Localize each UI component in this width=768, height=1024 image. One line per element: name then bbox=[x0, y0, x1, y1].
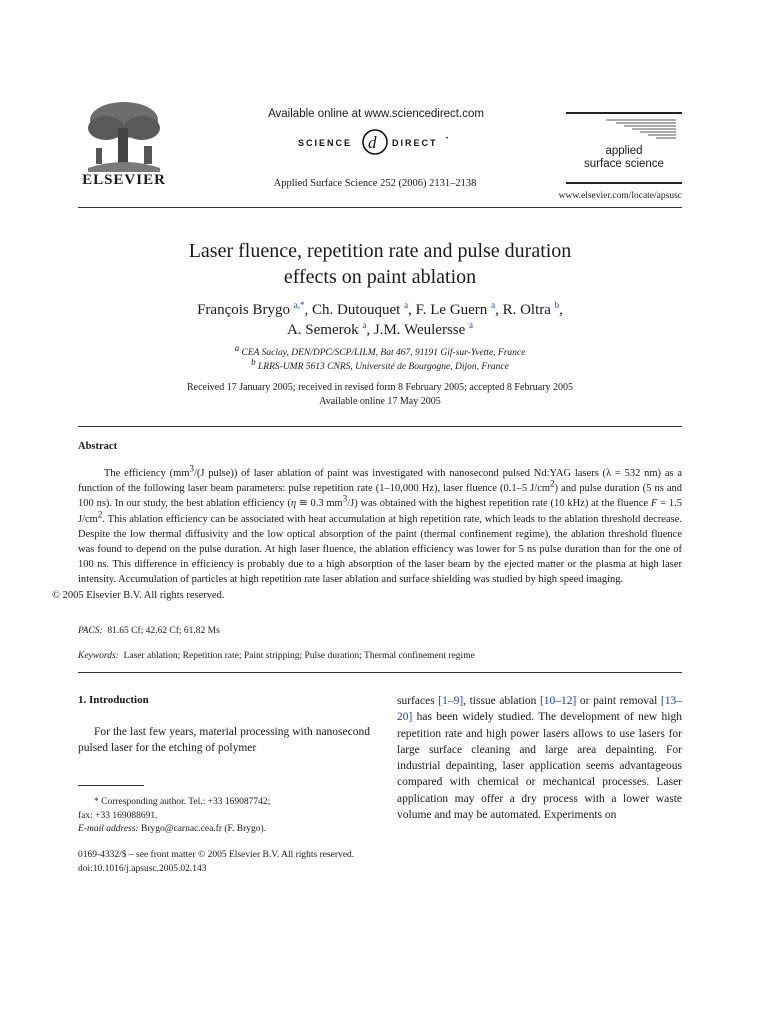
abstract-heading: Abstract bbox=[78, 441, 118, 452]
affiliations bbox=[78, 342, 682, 374]
journal-cover-pattern bbox=[566, 114, 682, 144]
introduction-left-column: For the last few years, material processing with nanosecond pulsed laser for the etching of polymer bbox=[78, 726, 370, 755]
page-footer bbox=[78, 849, 418, 876]
author-affiliation-link[interactable]: a bbox=[404, 300, 409, 310]
affiliation-b bbox=[78, 356, 682, 374]
affiliation-text: CEA Saclay, DEN/DPC/SCP/LILM, Bat 467, 91191 Gif-sur-Yvette, France bbox=[241, 348, 526, 358]
affiliation-mark: b bbox=[251, 356, 256, 367]
journal-title-line1: applied bbox=[605, 145, 643, 157]
body-text: or paint removal bbox=[576, 695, 661, 707]
journal-title bbox=[566, 145, 682, 171]
author-separator: , bbox=[408, 302, 416, 318]
svg-text:d: d bbox=[368, 133, 377, 152]
affiliation-a bbox=[78, 342, 682, 360]
citation-link[interactable]: [10–12] bbox=[539, 695, 577, 707]
author-affiliation-link[interactable]: a bbox=[469, 320, 474, 330]
issn-line: 0169-4332/$ – see front matter © 2005 Elsevier B.V. All rights reserved. bbox=[78, 850, 355, 860]
abstract-text: The efficiency ($mm^3/(J$ pulse)) of laser ablation of paint was investigated with nanosecond pulsed Nd:YAG lasers (λ = 532 nm) as a function of the following laser beam parameters: pulse repetition rate (1–10,000 Hz), laser fluence (0.1–5 $J/cm^2$) and pulse duration (5 ns and 100 ns). In our study, the best ablation efficiency (η ≅ 0.3 $mm^3/J$) was obtained with the highest repetition rate (10 kHz) at the fluence F = 1.5 $J/cm^2$. This ablation efficiency can be associated with heat accumulation at high repetition rate, which leads to the ablation threshold decrease. Despite the low thermal diffusivity and the low optical absorption of the paint (thermal confinement regime), the ablation threshold fluence was found to depend on the pulse duration. At high laser fluence, the ablation efficiency was lower for 5 ns pulse duration than for the one of 100 ns. This difference in efficiency is probably due to a high absorption of the laser beam by the ejected matter or the plasma at high laser intensity. Accumulation of particles at high repetition rate laser ablation and surface shielding was studied by high speed imaging. © 2005 Elsevier B.V. All rights reserved. bbox=[52, 463, 683, 601]
sciencedirect-logo bbox=[296, 127, 456, 157]
author-affiliation-link[interactable]: a bbox=[491, 300, 496, 310]
author-affiliation-link[interactable]: a,* bbox=[293, 300, 305, 310]
article-title bbox=[78, 238, 682, 290]
citation-link[interactable]: [1–9] bbox=[438, 695, 464, 707]
author-name: F. Le Guern bbox=[415, 302, 488, 318]
author-name: A. Semerok bbox=[286, 322, 359, 338]
affiliation-text: LRRS-UMR 5613 CNRS, Université de Bourgogne, Dijon, France bbox=[258, 362, 509, 372]
svg-text:DIRECT: DIRECT bbox=[392, 138, 438, 148]
keywords-values: Laser ablation; Repetition rate; Paint stripping; Pulse duration; Thermal confinement regime bbox=[123, 651, 475, 661]
introduction-right-column bbox=[397, 693, 682, 823]
svg-text:SCIENCE: SCIENCE bbox=[298, 138, 353, 148]
section-heading-introduction: 1. Introduction bbox=[78, 694, 149, 706]
publisher-name: ELSEVIER bbox=[82, 172, 166, 188]
footnote-email-line bbox=[78, 823, 370, 837]
available-online-text[interactable]: Available online at www.sciencedirect.com bbox=[268, 108, 484, 120]
author-name: J.M. Weulersse bbox=[373, 322, 466, 338]
author-affiliation-link[interactable]: a bbox=[362, 320, 367, 330]
keywords bbox=[78, 651, 682, 661]
available-date: Available online 17 May 2005 bbox=[319, 396, 441, 407]
email-address[interactable]: Brygo@carnac.cea.fr (F. Brygo). bbox=[140, 824, 267, 834]
author-separator: , bbox=[559, 302, 563, 318]
author-affiliation-link[interactable]: b bbox=[554, 300, 560, 310]
footnote-phone: * Corresponding author. Tel.: +33 169087742; bbox=[94, 797, 271, 807]
author-separator: , bbox=[366, 322, 374, 338]
article-history bbox=[78, 381, 682, 409]
abstract-bottom-rule bbox=[78, 672, 682, 673]
author-separator: , bbox=[304, 302, 313, 318]
title-line1: Laser fluence, repetition rate and pulse duration bbox=[188, 240, 572, 262]
journal-reference: Applied Surface Science 252 (2006) 2131–2138 bbox=[273, 178, 477, 189]
body-text: surfaces bbox=[397, 695, 439, 707]
journal-title-line2: surface science bbox=[584, 158, 664, 170]
pacs-values: 81.65 Cf; 42.62 Cf; 61.82 Ms bbox=[107, 626, 220, 636]
author-name: R. Oltra bbox=[502, 302, 551, 318]
author-list bbox=[78, 300, 682, 340]
footnote-fax: fax: +33 169088691. bbox=[78, 810, 158, 821]
corresponding-author-footnote bbox=[78, 796, 370, 837]
affiliation-mark: a bbox=[234, 342, 240, 353]
pacs-label: PACS: bbox=[78, 626, 103, 636]
pacs-codes bbox=[78, 626, 682, 636]
author-separator: , bbox=[495, 302, 503, 318]
keywords-label: Keywords: bbox=[78, 651, 119, 661]
doi-line[interactable]: doi:10.1016/j.apsusc.2005.02.143 bbox=[78, 863, 207, 874]
body-text: has been widely studied. The development of new high repetition rate and high power lasers allows to use lasers for large surface cleaning and large area depainting. For industrial depainting, laser application seems advantageous compared with chemical or mechanical processes. Laser application may offer a dry process with a lower waste volume and may be automated. Experiments on bbox=[397, 711, 682, 822]
author-name: François Brygo bbox=[197, 302, 291, 318]
email-label: E-mail address: bbox=[78, 824, 139, 834]
received-dates: Received 17 January 2005; received in revised form 8 February 2005; accepted 8 February 2005 bbox=[187, 382, 573, 393]
svg-text:•: • bbox=[446, 136, 449, 142]
citation-link[interactable]: [13–20] bbox=[397, 695, 682, 724]
abstract-copyright: © 2005 Elsevier B.V. All rights reserved. bbox=[52, 589, 225, 601]
body-text: , tissue ablation bbox=[463, 695, 540, 707]
abstract-top-rule bbox=[78, 426, 682, 427]
journal-url[interactable]: www.elsevier.com/locate/apsusc bbox=[558, 191, 682, 201]
footnote-rule bbox=[78, 785, 144, 786]
header-rule bbox=[78, 207, 682, 208]
author-name: Ch. Dutouquet bbox=[312, 302, 401, 318]
title-line2: effects on paint ablation bbox=[283, 266, 477, 288]
